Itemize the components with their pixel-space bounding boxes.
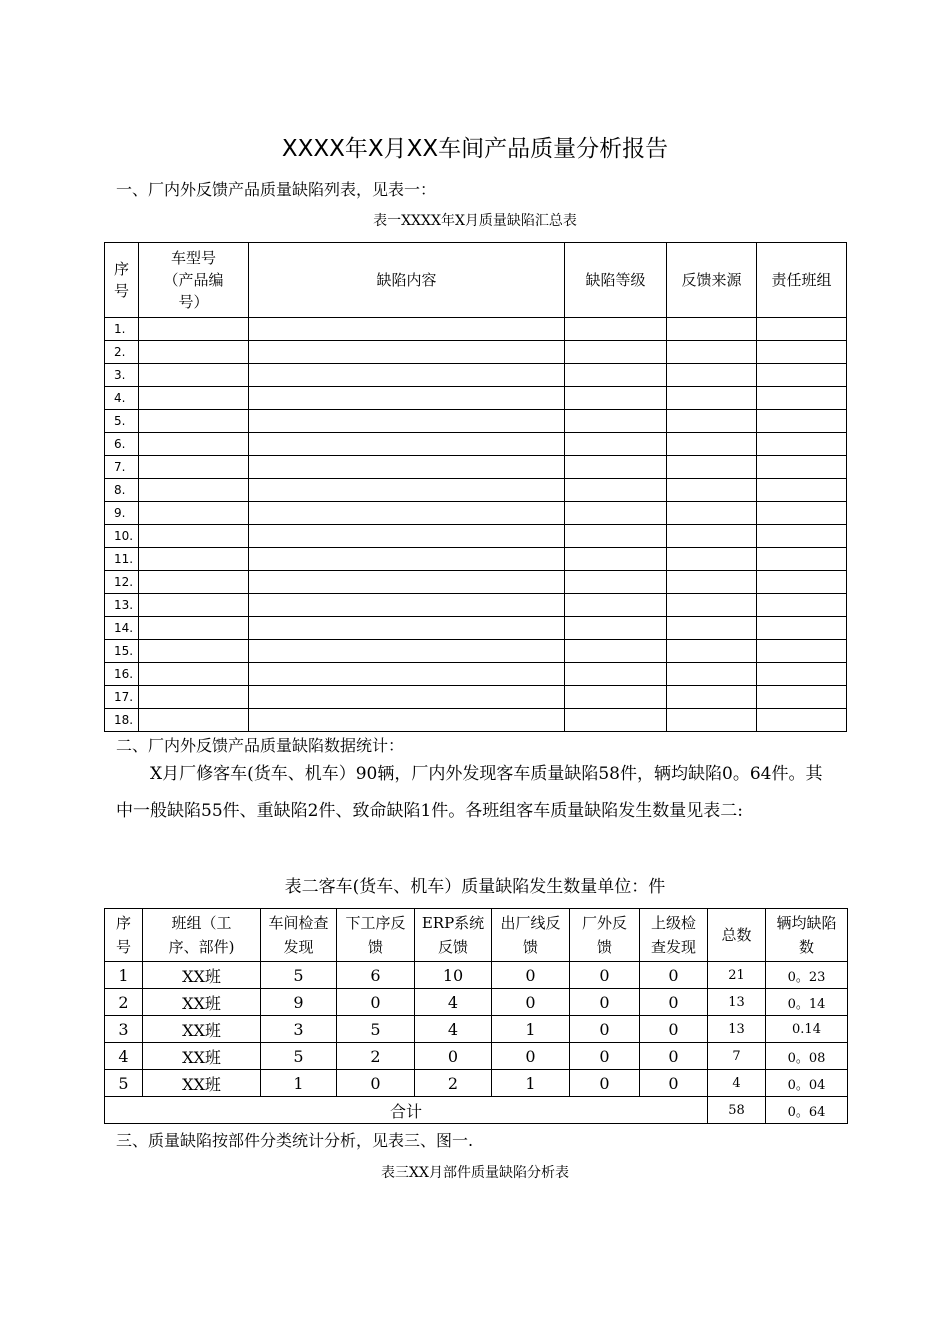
empty-cell: [139, 548, 249, 571]
table2-cell: 4: [415, 1016, 492, 1043]
table2-cell: 10: [415, 962, 492, 989]
table2-cell: 13: [708, 1016, 766, 1043]
table2-cell: 0: [570, 989, 640, 1016]
table-row: [105, 989, 848, 1016]
empty-cell: [757, 640, 847, 663]
table-row: [105, 502, 847, 525]
table2-cell: 0。04: [766, 1070, 848, 1097]
table2-cell: 9: [261, 989, 337, 1016]
empty-cell: [139, 571, 249, 594]
table2-cell: 0: [570, 962, 640, 989]
empty-cell: [565, 525, 667, 548]
table1-header-cell: 缺陷内容: [249, 243, 565, 318]
table2-cell: 1: [105, 962, 143, 989]
empty-cell: [249, 709, 565, 732]
empty-cell: [139, 640, 249, 663]
table2-cell: 0: [492, 962, 570, 989]
empty-cell: [565, 617, 667, 640]
table2-cell: 1: [492, 1016, 570, 1043]
empty-cell: [757, 318, 847, 341]
empty-cell: [249, 594, 565, 617]
empty-cell: [667, 640, 757, 663]
table-row: [105, 525, 847, 548]
empty-cell: [667, 318, 757, 341]
table2-cell: XX班: [143, 989, 261, 1016]
table1-header-cell: 责任班组: [757, 243, 847, 318]
row-number: 17.: [105, 686, 139, 709]
empty-cell: [667, 548, 757, 571]
table2-cell: XX班: [143, 1016, 261, 1043]
table2-cell: XX班: [143, 1070, 261, 1097]
empty-cell: [139, 341, 249, 364]
table2-caption: 表二客车(货车、机车）质量缺陷发生数量单位：件: [284, 877, 666, 897]
empty-cell: [249, 456, 565, 479]
row-number: 4.: [105, 387, 139, 410]
statistics-paragraph-text: X月厂修客车(货车、机车）90辆，厂内外发现客车质量缺陷58件，辆均缺陷0。64件。其中一般缺陷55件、重缺陷2件、致命缺陷1件。各班组客车质量缺陷发生数量见表二:: [116, 764, 823, 821]
empty-cell: [139, 318, 249, 341]
empty-cell: [667, 686, 757, 709]
empty-cell: [249, 663, 565, 686]
section-heading-2: 二、厂内外反馈产品质量缺陷数据统计：: [116, 736, 405, 755]
empty-cell: [139, 433, 249, 456]
empty-cell: [565, 387, 667, 410]
page-title: XXXX年X月XX车间产品质量分析报告: [281, 136, 669, 162]
empty-cell: [565, 410, 667, 433]
empty-cell: [757, 663, 847, 686]
empty-cell: [757, 525, 847, 548]
empty-cell: [565, 709, 667, 732]
table2-cell: 0: [570, 1043, 640, 1070]
table-row: [105, 663, 847, 686]
table2-cell: 0。23: [766, 962, 848, 989]
table-row: [105, 1070, 848, 1097]
empty-cell: [565, 364, 667, 387]
table2-cell: 6: [337, 962, 415, 989]
empty-cell: [667, 387, 757, 410]
empty-cell: [757, 686, 847, 709]
row-number: 10.: [105, 525, 139, 548]
table3-caption: 表三XX月部件质量缺陷分析表: [381, 1165, 569, 1181]
empty-cell: [565, 594, 667, 617]
empty-cell: [667, 709, 757, 732]
section-heading-3: 三、质量缺陷按部件分类统计分析，见表三、图一.: [116, 1131, 474, 1150]
table2-cell: 4: [708, 1070, 766, 1097]
empty-cell: [565, 640, 667, 663]
empty-cell: [565, 686, 667, 709]
empty-cell: [249, 525, 565, 548]
table2-cell: XX班: [143, 962, 261, 989]
empty-cell: [757, 479, 847, 502]
table2-cell: 0.14: [766, 1016, 848, 1043]
empty-cell: [249, 571, 565, 594]
table1-header-cell: 缺陷等级: [565, 243, 667, 318]
empty-cell: [757, 433, 847, 456]
table2-cell: 21: [708, 962, 766, 989]
table2-header-cell: 上级检查发现: [640, 909, 708, 962]
empty-cell: [565, 456, 667, 479]
row-number: 15.: [105, 640, 139, 663]
empty-cell: [667, 594, 757, 617]
empty-cell: [667, 502, 757, 525]
table1-caption: 表一XXXX年X月质量缺陷汇总表: [373, 213, 577, 229]
empty-cell: [249, 433, 565, 456]
row-number: 5.: [105, 410, 139, 433]
table2-cell: 0: [640, 1070, 708, 1097]
table2-cell: 13: [708, 989, 766, 1016]
table2-header-cell: 辆均缺陷数: [766, 909, 848, 962]
table-row: [105, 433, 847, 456]
empty-cell: [667, 410, 757, 433]
table2-cell: 2: [337, 1043, 415, 1070]
table2-total-avg: 0。64: [766, 1097, 848, 1124]
table2-cell: 0: [640, 989, 708, 1016]
table2-cell: 0: [640, 1016, 708, 1043]
table2-cell: 5: [105, 1070, 143, 1097]
empty-cell: [565, 663, 667, 686]
table-row: [105, 617, 847, 640]
table2-cell: 0: [640, 962, 708, 989]
statistics-paragraph: [116, 756, 836, 830]
empty-cell: [565, 479, 667, 502]
table2-cell: 0: [415, 1043, 492, 1070]
table-row: [105, 1016, 848, 1043]
table2-cell: 0。08: [766, 1043, 848, 1070]
empty-cell: [249, 502, 565, 525]
table2-cell: 5: [261, 962, 337, 989]
empty-cell: [565, 341, 667, 364]
empty-cell: [667, 456, 757, 479]
empty-cell: [667, 571, 757, 594]
row-number: 14.: [105, 617, 139, 640]
table-row: [105, 686, 847, 709]
empty-cell: [757, 709, 847, 732]
empty-cell: [565, 548, 667, 571]
table-row: [105, 410, 847, 433]
empty-cell: [667, 433, 757, 456]
empty-cell: [249, 548, 565, 571]
table2-cell: 3: [261, 1016, 337, 1043]
section-heading-1: 一、厂内外反馈产品质量缺陷列表，见表一：: [116, 180, 437, 199]
table-row: [105, 548, 847, 571]
table-row: [105, 364, 847, 387]
table2-cell: XX班: [143, 1043, 261, 1070]
empty-cell: [757, 617, 847, 640]
table2-cell: 5: [261, 1043, 337, 1070]
table2-cell: 5: [337, 1016, 415, 1043]
row-number: 9.: [105, 502, 139, 525]
empty-cell: [249, 318, 565, 341]
table2-header-cell: 出厂线反馈: [492, 909, 570, 962]
table-row: [105, 1043, 848, 1070]
table2-cell: 1: [492, 1070, 570, 1097]
row-number: 18.: [105, 709, 139, 732]
table-row: [105, 387, 847, 410]
empty-cell: [139, 594, 249, 617]
row-number: 8.: [105, 479, 139, 502]
empty-cell: [249, 479, 565, 502]
empty-cell: [249, 617, 565, 640]
empty-cell: [667, 617, 757, 640]
table-row: [105, 571, 847, 594]
row-number: 2.: [105, 341, 139, 364]
table2-header-cell: 班组（工序、部件): [143, 909, 261, 962]
table2-cell: 0: [337, 1070, 415, 1097]
empty-cell: [667, 341, 757, 364]
table-row: [105, 318, 847, 341]
empty-cell: [757, 594, 847, 617]
row-number: 1.: [105, 318, 139, 341]
table2-cell: 0: [570, 1016, 640, 1043]
table2-cell: 7: [708, 1043, 766, 1070]
table2-header-cell: 车间检查发现: [261, 909, 337, 962]
empty-cell: [139, 686, 249, 709]
empty-cell: [139, 410, 249, 433]
empty-cell: [757, 387, 847, 410]
table2-header-cell: 下工序反馈: [337, 909, 415, 962]
table2-total-count: 58: [708, 1097, 766, 1124]
table2-cell: 0。14: [766, 989, 848, 1016]
table2-cell: 0: [492, 989, 570, 1016]
empty-cell: [757, 571, 847, 594]
table2-cell: 1: [261, 1070, 337, 1097]
row-number: 16.: [105, 663, 139, 686]
table2-cell: 4: [105, 1043, 143, 1070]
empty-cell: [139, 709, 249, 732]
empty-cell: [757, 364, 847, 387]
table-row: [105, 640, 847, 663]
empty-cell: [667, 364, 757, 387]
empty-cell: [249, 387, 565, 410]
team-defect-count-table: [104, 908, 848, 1124]
empty-cell: [249, 686, 565, 709]
row-number: 7.: [105, 456, 139, 479]
table1-header-cell: 车型号（产品编号）: [139, 243, 249, 318]
table-row: [105, 709, 847, 732]
empty-cell: [565, 502, 667, 525]
table2-cell: 0: [570, 1070, 640, 1097]
empty-cell: [139, 502, 249, 525]
empty-cell: [249, 640, 565, 663]
table1-header-cell: 反馈来源: [667, 243, 757, 318]
row-number: 6.: [105, 433, 139, 456]
empty-cell: [667, 663, 757, 686]
empty-cell: [139, 525, 249, 548]
table2-total-label: 合计: [105, 1097, 708, 1124]
table2-cell: 2: [105, 989, 143, 1016]
empty-cell: [757, 456, 847, 479]
table-row: [105, 456, 847, 479]
empty-cell: [757, 548, 847, 571]
row-number: 13.: [105, 594, 139, 617]
table1-header-cell: 序号: [105, 243, 139, 318]
table2-cell: 0: [492, 1043, 570, 1070]
table2-header-cell: 总数: [708, 909, 766, 962]
table-row: [105, 341, 847, 364]
table-row: [105, 962, 848, 989]
table2-cell: 0: [640, 1043, 708, 1070]
row-number: 3.: [105, 364, 139, 387]
defect-summary-table: [104, 242, 847, 732]
empty-cell: [139, 479, 249, 502]
empty-cell: [139, 364, 249, 387]
empty-cell: [249, 364, 565, 387]
empty-cell: [249, 410, 565, 433]
empty-cell: [139, 387, 249, 410]
empty-cell: [249, 341, 565, 364]
table2-header-cell: ERP系统反馈: [415, 909, 492, 962]
empty-cell: [139, 663, 249, 686]
table2-cell: 4: [415, 989, 492, 1016]
table-row: [105, 594, 847, 617]
table2-cell: 3: [105, 1016, 143, 1043]
table2-cell: 0: [337, 989, 415, 1016]
empty-cell: [757, 410, 847, 433]
empty-cell: [565, 571, 667, 594]
empty-cell: [757, 341, 847, 364]
row-number: 11.: [105, 548, 139, 571]
empty-cell: [139, 617, 249, 640]
empty-cell: [757, 502, 847, 525]
empty-cell: [667, 525, 757, 548]
empty-cell: [139, 456, 249, 479]
table2-header-cell: 厂外反馈: [570, 909, 640, 962]
row-number: 12.: [105, 571, 139, 594]
empty-cell: [667, 479, 757, 502]
table2-header-cell: 序号: [105, 909, 143, 962]
empty-cell: [565, 318, 667, 341]
table-row: [105, 479, 847, 502]
empty-cell: [565, 433, 667, 456]
table2-cell: 2: [415, 1070, 492, 1097]
